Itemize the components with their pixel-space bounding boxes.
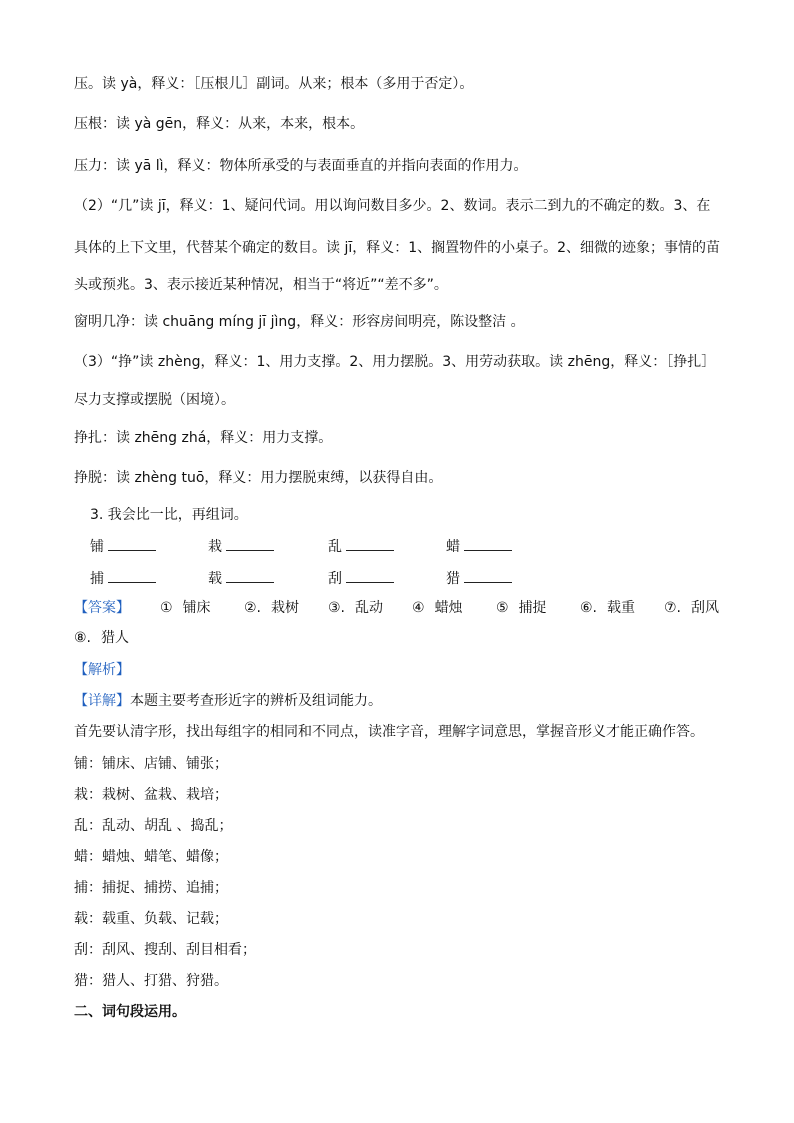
answer-item — [160, 598, 211, 618]
exercise-item — [90, 536, 156, 557]
exercise-item — [208, 536, 274, 557]
definition-line: （2）“几”读 jī，释义：1、疑问代词。用以询问数目多少。2、数词。表示二到九的不确定的数。3、在 — [74, 198, 711, 214]
analysis-line: 乱：乱动、胡乱 、捣乱； — [74, 818, 233, 834]
answer-item — [328, 598, 383, 618]
exercise-char: 乱 — [328, 539, 342, 555]
definition-line: 尽力支撑或摆脱（困境）。 — [74, 392, 235, 408]
analysis-detail — [74, 691, 382, 711]
exercise-title: 3. 我会比一比，再组词。 — [90, 507, 248, 523]
exercise-char: 猎 — [446, 571, 460, 587]
exercise-item — [208, 568, 274, 589]
definition-line: 压力：读 yā lì，释义：物体所承受的与表面垂直的并指向表面的作用力。 — [74, 158, 528, 174]
definition-line: 窗明几净：读 chuāng míng jī jìng，释义：形容房间明亮，陈设整洁 。 — [74, 314, 525, 330]
answer-blank[interactable] — [346, 568, 394, 583]
answer-number: ① — [160, 600, 173, 616]
answer-number: ⑦. — [664, 600, 682, 616]
analysis-line: 载：载重、负载、记载； — [74, 911, 228, 927]
analysis-line: 栽：栽树、盆栽、栽培； — [74, 787, 228, 803]
answer-number: ⑧. — [74, 630, 92, 646]
analysis-intro: 首先要认清字形，找出每组字的相同和不同点，读准字音，理解字词意思，掌握音形义才能正确作答。 — [74, 724, 704, 740]
answer-text: 乱动 — [355, 600, 384, 616]
answer-blank[interactable] — [108, 568, 156, 583]
answer-item — [412, 598, 463, 618]
definition-line: 具体的上下文里，代替某个确定的数目。读 jī，释义：1、搁置物件的小桌子。2、细微的迹象；事情的苗 — [74, 240, 721, 256]
answer-text: 载重 — [607, 600, 636, 616]
answer-item — [580, 598, 635, 618]
answer-label: 【答案】 — [74, 600, 130, 616]
exercise-char: 栽 — [208, 539, 222, 555]
detail-text: 本题主要考查形近字的辨析及组词能力。 — [130, 693, 382, 709]
definition-line: 头或预兆。3、表示接近某种情况，相当于“将近”“差不多”。 — [74, 277, 448, 293]
answer-blank[interactable] — [226, 568, 274, 583]
exercise-item — [90, 568, 156, 589]
exercise-item — [446, 568, 512, 589]
exercise-char: 刮 — [328, 571, 342, 587]
answer-number: ⑤ — [496, 600, 509, 616]
answer-item — [244, 598, 299, 618]
answer-blank[interactable] — [464, 568, 512, 583]
answer-item — [664, 598, 719, 618]
analysis-label: 【解析】 — [74, 662, 130, 678]
answer-number: ③. — [328, 600, 346, 616]
definition-line: 挣脱：读 zhèng tuō，释义：用力摆脱束缚，以获得自由。 — [74, 470, 443, 486]
section-heading: 二、词句段运用。 — [74, 1004, 186, 1020]
exercise-char: 蜡 — [446, 539, 460, 555]
answer-text: 铺床 — [182, 600, 211, 616]
definition-line: 压根：读 yà gēn，释义：从来，本来，根本。 — [74, 116, 365, 132]
exercise-char: 载 — [208, 571, 222, 587]
exercise-char: 捕 — [90, 571, 104, 587]
answer-item — [74, 628, 129, 648]
analysis-line: 铺：铺床、店铺、铺张； — [74, 756, 228, 772]
definition-line: （3）“挣”读 zhèng，释义：1、用力支撑。2、用力摆脱。3、用劳动获取。读 zhēng，释义：［挣扎］ — [74, 354, 716, 370]
answer-blank[interactable] — [226, 536, 274, 551]
analysis-line: 捕：捕捉、捕捞、追捕； — [74, 880, 228, 896]
answer-blank[interactable] — [346, 536, 394, 551]
analysis-line: 猎：猎人、打猎、狩猎。 — [74, 973, 228, 989]
answer-text: 刮风 — [691, 600, 720, 616]
answer-text: 栽树 — [271, 600, 300, 616]
answer-number: ⑥. — [580, 600, 598, 616]
analysis-line: 蜡：蜡烛、蜡笔、蜡像； — [74, 849, 228, 865]
answer-text: 蜡烛 — [434, 600, 463, 616]
exercise-char: 铺 — [90, 539, 104, 555]
definition-line: 压。读 yà，释义：［压根儿］副词。从来；根本（多用于否定）。 — [74, 76, 474, 92]
detail-label: 【详解】 — [74, 693, 130, 709]
answer-text: 猎人 — [101, 630, 130, 646]
exercise-item — [328, 568, 394, 589]
answer-text: 捕捉 — [518, 600, 547, 616]
exercise-item — [446, 536, 512, 557]
answer-item — [496, 598, 547, 618]
exercise-item — [328, 536, 394, 557]
answer-blank[interactable] — [108, 536, 156, 551]
answer-number: ②. — [244, 600, 262, 616]
analysis-line: 刮：刮风、搜刮、刮目相看； — [74, 942, 256, 958]
answer-number: ④ — [412, 600, 425, 616]
definition-line: 挣扎：读 zhēng zhá，释义：用力支撑。 — [74, 430, 333, 446]
answer-blank[interactable] — [464, 536, 512, 551]
